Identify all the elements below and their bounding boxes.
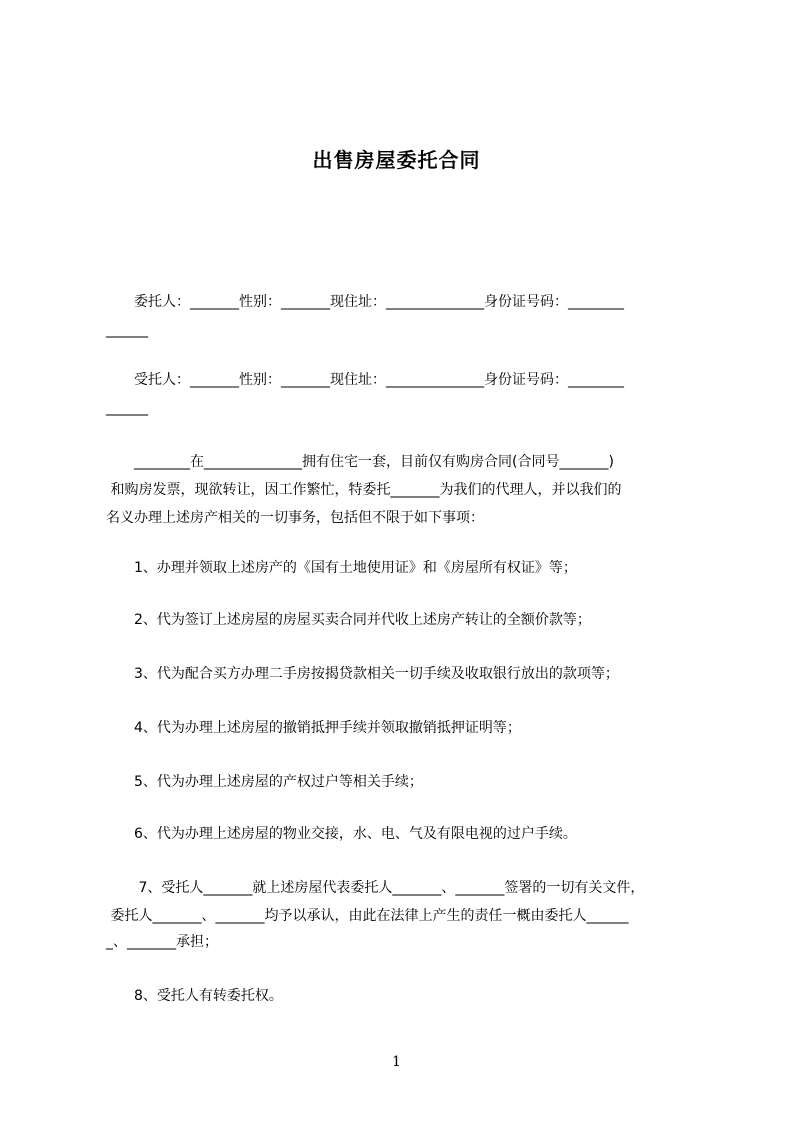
item-5: 5、代为办理上述房屋的产权过户等相关手续； — [106, 774, 423, 790]
item-8: 8、受托人有转委托权。 — [106, 988, 283, 1004]
intro-paragraph-line-2: 和购房发票，现欲转让，因工作繁忙，特委托_______为我们的代理人，并以我们的 — [106, 482, 622, 498]
page-number: 1 — [392, 1054, 401, 1070]
item-2: 2、代为签订上述房屋的房屋买卖合同并代收上述房产转让的全额价款等； — [106, 612, 591, 628]
item-6: 6、代为办理上述房屋的物业交接，水、电、气及有限电视的过户手续。 — [106, 826, 577, 842]
agent-info-line-cont: ______ — [106, 400, 148, 416]
intro-paragraph-line-1: ________在______________拥有住宅一套，目前仅有购房合同(合同号_______) — [106, 454, 614, 470]
principal-info-line: 委托人：_______性别：_______现住址：______________身份证号码：________ — [106, 294, 624, 310]
item-4: 4、代为办理上述房屋的撤销抵押手续并领取撤销抵押证明等； — [106, 720, 521, 736]
agent-info-line: 受托人：_______性别：_______现住址：______________身份证号码：________ — [106, 372, 624, 388]
item-7-line-3: _、_______承担； — [106, 934, 218, 950]
item-3: 3、代为配合买方办理二手房按揭贷款相关一切手续及收取银行放出的款项等； — [106, 666, 619, 682]
item-1: 1、办理并领取上述房产的《国有土地使用证》和《房屋所有权证》等； — [106, 560, 577, 576]
document-title: 出售房屋委托合同 — [312, 148, 481, 172]
item-7-line-2: 委托人_______、_______均予以承认，由此在法律上产生的责任一概由委托人______ — [106, 908, 629, 924]
intro-paragraph-line-3: 名义办理上述房产相关的一切事务，包括但不限于如下事项： — [106, 510, 484, 526]
principal-info-line-cont: ______ — [106, 322, 148, 338]
item-7-line-1: 7、受托人_______就上述房屋代表委托人_______、_______签署的一切有关文件， — [106, 880, 645, 896]
